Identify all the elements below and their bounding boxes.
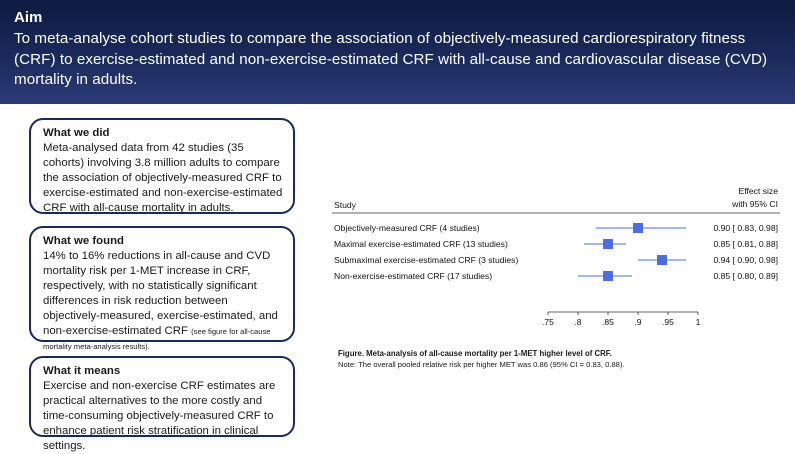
figure-caption-title: Figure. Meta-analysis of all-cause mortality per 1-MET higher level of CRF. <box>338 349 612 358</box>
effect-size-value: 0.90 [ 0.83, 0.98] <box>713 223 778 233</box>
x-tick-label: .9 <box>634 317 642 327</box>
what-we-did-card <box>29 118 295 214</box>
x-tick-label: .95 <box>662 317 674 327</box>
what-it-means-body: Exercise and non-exercise CRF estimates are practical alternatives to the more costly and time-consuming objectively-measured CRF to enhance patient risk stratification in clinical settings. <box>43 380 276 452</box>
column-header-effect-1: Effect size <box>738 186 778 196</box>
study-label: Maximal exercise-estimated CRF (13 studies) <box>334 239 508 249</box>
aim-banner <box>0 0 795 104</box>
effect-size-value: 0.85 [ 0.81, 0.88] <box>713 239 778 249</box>
study-label: Objectively-measured CRF (4 studies) <box>334 223 480 233</box>
estimate-marker <box>603 271 613 281</box>
what-we-did-body: Meta-analysed data from 42 studies (35 cohorts) involving 3.8 million adults to compare the association of objectively-measured CRF to exercise-estimated and non-exercise-estimated CRF with all-cause mortality in adults. <box>43 142 283 214</box>
what-we-found-body-wrap <box>43 249 283 354</box>
column-header-study: Study <box>334 200 356 210</box>
what-it-means-card <box>29 356 295 452</box>
x-tick-label: 1 <box>695 317 701 327</box>
effect-size-value: 0.94 [ 0.90, 0.98] <box>713 255 778 265</box>
estimate-marker <box>633 223 643 233</box>
estimate-marker <box>657 255 667 265</box>
what-we-found-note: (see figure for all-cause mortality meta-analysis results). <box>43 327 271 351</box>
aim-title: Aim <box>14 9 43 26</box>
what-we-found-body: 14% to 16% reductions in all-cause and CVD mortality risk per 1-MET increase in CRF, respectively, with no statistically significant differences in risk reduction between objectively-measured, exercise-estimated, and non-exercise-estimated CRF <box>43 250 278 337</box>
forest-plot <box>326 180 786 340</box>
column-header-effect-2: with 95% CI <box>732 199 778 209</box>
x-tick-label: .8 <box>574 317 582 327</box>
x-tick-label: .75 <box>542 317 554 327</box>
figure-caption-note: Note: The overall pooled relative risk per higher MET was 0.86 (95% CI = 0.83, 0.88). <box>338 360 625 369</box>
figure-caption <box>338 348 778 370</box>
aim-text: To meta-analyse cohort studies to compare the association of objectively-measured cardiorespiratory fitness (CRF) to exercise-estimated and non-exercise-estimated CRF with all-cause and cardiovascular disease (CVD) mortality in adults. <box>14 30 768 88</box>
what-we-found-title: What we found <box>43 235 124 247</box>
x-tick-label: .85 <box>602 317 614 327</box>
estimate-marker <box>603 239 613 249</box>
what-it-means-title: What it means <box>43 365 121 377</box>
what-we-did-title: What we did <box>43 127 110 139</box>
study-label: Submaximal exercise-estimated CRF (3 studies) <box>334 255 519 265</box>
what-we-found-card <box>29 226 295 351</box>
study-label: Non-exercise-estimated CRF (17 studies) <box>334 271 493 281</box>
effect-size-value: 0.85 [ 0.80, 0.89] <box>713 271 778 281</box>
